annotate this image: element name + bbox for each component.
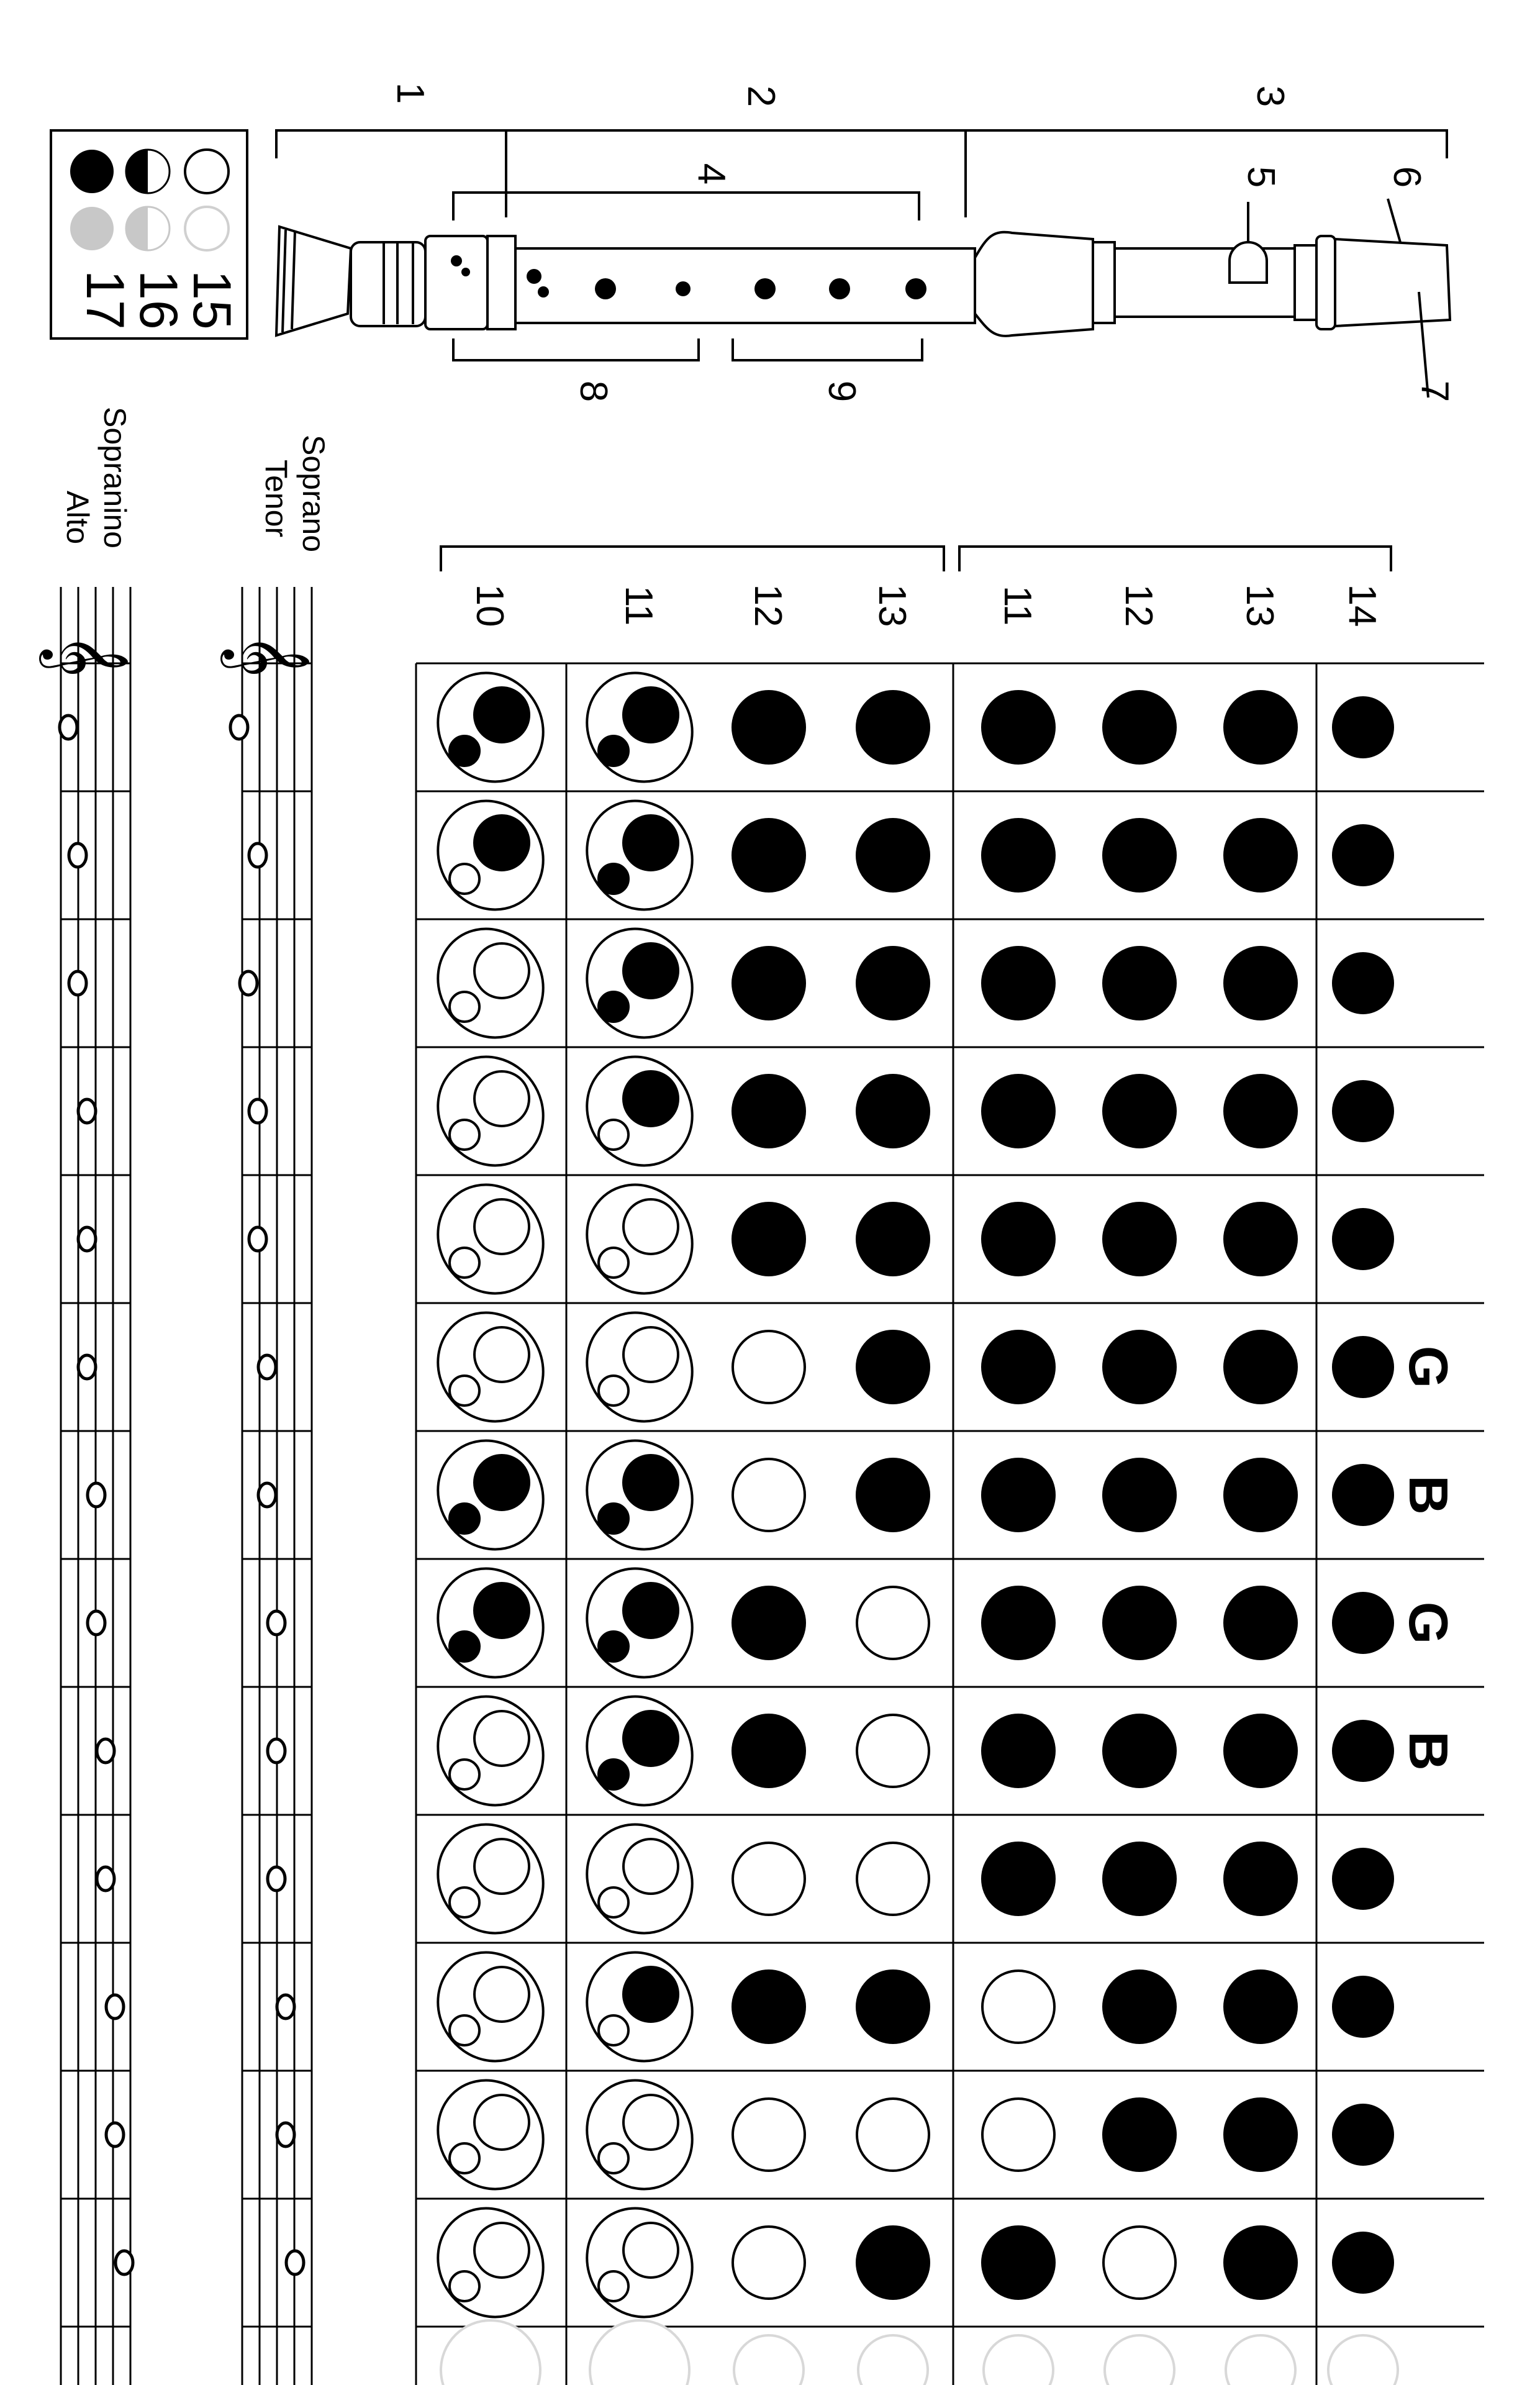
fingering-hole — [733, 2227, 805, 2299]
note-head-upper — [249, 843, 266, 867]
thumb-hole-lower — [599, 1504, 628, 1533]
faded-hole — [1226, 2335, 1295, 2385]
note-head-upper — [268, 1739, 285, 1763]
thumb-hole-upper — [623, 1967, 678, 2022]
fingering-hole — [733, 1075, 805, 1147]
part-label-6: 6 — [1385, 166, 1428, 188]
thumb-hole-upper — [474, 815, 529, 870]
note-head-lower — [88, 1483, 105, 1507]
fingering-hole — [1103, 1971, 1175, 2043]
note-head-upper — [230, 716, 248, 739]
fingering-thumb — [417, 780, 564, 930]
legend-grey-half — [126, 207, 170, 250]
recorder-hole — [451, 255, 462, 266]
recorder-hole — [829, 278, 850, 299]
thumb-hole-upper — [474, 1199, 529, 1254]
fingering-hole — [1333, 1593, 1393, 1653]
thumb-hole-upper — [623, 1583, 678, 1638]
legend-grey-open — [185, 207, 229, 250]
faded-hole — [590, 2320, 689, 2385]
fingering-hole — [1103, 1715, 1175, 1787]
part-label-2: 2 — [740, 85, 782, 107]
thumb-hole-upper — [623, 1711, 678, 1766]
fingering-thumb — [417, 652, 564, 802]
faded-hole — [1105, 2335, 1174, 2385]
thumb-hole-upper — [623, 1071, 678, 1126]
thumb-hole-lower — [450, 1760, 479, 1789]
note-letter-label: G — [1398, 1601, 1459, 1645]
thumb-hole-lower — [450, 992, 479, 1022]
instrument-alto: Alto — [60, 491, 95, 545]
fingering-hole — [857, 1203, 929, 1275]
fingering-hole — [1333, 1849, 1393, 1909]
instrument-tenor: Tenor — [259, 460, 294, 538]
fingering-hole-1 — [566, 1292, 713, 1442]
fingering-hole — [982, 1331, 1054, 1403]
legend-black-full — [70, 150, 114, 193]
instrument-soprano: Soprano — [296, 435, 331, 553]
fingering-hole — [1103, 1459, 1175, 1531]
recorder-hole — [538, 286, 549, 298]
note-head-lower — [78, 1227, 96, 1251]
fingering-hole — [733, 819, 805, 891]
fingering-thumb — [417, 1932, 564, 2082]
note-head-lower — [69, 971, 86, 995]
column-header-12: 12 — [1117, 584, 1160, 627]
fingering-hole — [1225, 1075, 1297, 1147]
fingering-thumb — [417, 1164, 564, 1314]
thumb-hole-upper — [623, 2223, 678, 2278]
fingering-hole-1 — [566, 1676, 713, 1826]
thumb-hole-upper — [623, 1199, 678, 1254]
note-head-upper — [268, 1611, 285, 1635]
fingering-hole — [857, 1331, 929, 1403]
fingering-hole — [1225, 2099, 1297, 2171]
thumb-hole-lower — [599, 2015, 628, 2045]
fingering-hole — [982, 2099, 1054, 2171]
column-header-10: 10 — [468, 584, 511, 627]
fingering-thumb — [417, 1548, 564, 1698]
fingering-hole — [733, 1459, 805, 1531]
fingering-thumb — [417, 908, 564, 1058]
fingering-hole — [857, 1843, 929, 1915]
fingering-hole — [982, 947, 1054, 1019]
fingering-hole-1 — [566, 652, 713, 802]
fingering-hole — [982, 1715, 1054, 1787]
note-head-lower — [88, 1611, 105, 1635]
thumb-hole-upper — [623, 1839, 678, 1894]
legend-label-17: 17 — [75, 270, 135, 330]
recorder-hole — [595, 278, 616, 299]
part-label-4: 4 — [690, 163, 733, 185]
legend-black-open — [185, 150, 229, 193]
fingering-hole — [733, 1843, 805, 1915]
fingering-hole — [1333, 2105, 1393, 2165]
treble-clef-lower: 𝄞 — [43, 634, 129, 678]
fingering-hole — [982, 691, 1054, 763]
thumb-hole-lower — [450, 1120, 479, 1150]
thumb-hole-lower — [599, 2143, 628, 2173]
fingering-hole — [733, 1331, 805, 1403]
fingering-thumb — [417, 2187, 564, 2338]
faded-hole — [984, 2335, 1053, 2385]
fingering-hole-1 — [566, 2060, 713, 2210]
fingering-hole — [1225, 1715, 1297, 1787]
fingering-hole — [982, 1203, 1054, 1275]
fingering-hole — [982, 819, 1054, 891]
fingering-hole — [1103, 1587, 1175, 1659]
fingering-hole — [857, 1459, 929, 1531]
thumb-hole-lower — [599, 1632, 628, 1661]
thumb-hole-upper — [623, 815, 678, 870]
fingering-hole — [1225, 2227, 1297, 2299]
note-head-lower — [69, 843, 86, 867]
fingering-hole-1 — [566, 1420, 713, 1570]
fingering-hole — [1333, 697, 1393, 757]
part-label-1: 1 — [389, 82, 432, 104]
thumb-hole-upper — [623, 1455, 678, 1510]
fingering-hole — [982, 1587, 1054, 1659]
recorder-hole — [905, 278, 926, 299]
column-header-11: 11 — [617, 585, 660, 626]
note-head-upper — [268, 1867, 285, 1891]
fingering-hole — [1103, 691, 1175, 763]
fingering-hole — [982, 1459, 1054, 1531]
fingering-thumb — [417, 2060, 564, 2210]
thumb-hole-lower — [450, 1504, 479, 1533]
thumb-hole-lower — [599, 1376, 628, 1406]
legend-grey-full — [70, 207, 114, 250]
thumb-hole-lower — [599, 864, 628, 894]
fingering-hole-1 — [566, 2187, 713, 2338]
legend-label-16: 16 — [129, 270, 188, 330]
fingering-hole — [1225, 819, 1297, 891]
thumb-hole-upper — [474, 943, 529, 998]
fingering-hole — [857, 1715, 929, 1787]
note-head-lower — [78, 1355, 96, 1379]
faded-hole — [1328, 2335, 1398, 2385]
fingering-hole — [1103, 819, 1175, 891]
column-headers — [468, 584, 1384, 627]
recorder-diagram — [276, 227, 1450, 336]
fingering-hole — [857, 1971, 929, 2043]
fingering-hole — [733, 1587, 805, 1659]
thumb-hole-lower — [599, 1888, 628, 1917]
thumb-hole-upper — [474, 1455, 529, 1510]
note-head-lower — [106, 2123, 124, 2146]
fingering-hole — [733, 947, 805, 1019]
thumb-hole-upper — [623, 688, 678, 742]
fingering-hole — [1225, 1203, 1297, 1275]
column-header-13: 13 — [871, 584, 913, 627]
legend-black-half — [126, 150, 170, 193]
treble-clef-upper: 𝄞 — [224, 634, 310, 678]
fingering-hole — [982, 2227, 1054, 2299]
thumb-hole-lower — [450, 1248, 479, 1278]
fingering-hole — [1225, 947, 1297, 1019]
column-brackets — [441, 547, 1391, 571]
fingering-hole — [1333, 1337, 1393, 1397]
part-label-8: 8 — [572, 380, 615, 402]
fingering-thumb — [417, 1676, 564, 1826]
thumb-hole-upper — [474, 2095, 529, 2150]
fingering-hole — [1333, 1977, 1393, 2037]
thumb-hole-upper — [474, 1839, 529, 1894]
fingering-hole — [857, 2099, 929, 2171]
fingering-hole — [1225, 691, 1297, 763]
part-label-5: 5 — [1239, 166, 1282, 188]
fingering-thumb — [417, 1292, 564, 1442]
fingering-hole — [1225, 1843, 1297, 1915]
fingering-hole-1 — [566, 908, 713, 1058]
thumb-hole-lower — [599, 1248, 628, 1278]
part-label-7: 7 — [1413, 380, 1456, 402]
fingering-hole — [857, 691, 929, 763]
fingering-hole — [1333, 2233, 1393, 2292]
column-header-12: 12 — [746, 584, 789, 627]
fingering-grid — [417, 652, 1459, 2385]
thumb-hole-upper — [474, 2223, 529, 2278]
thumb-hole-lower — [450, 2015, 479, 2045]
column-header-11: 11 — [996, 585, 1039, 626]
fingering-hole — [1333, 1209, 1393, 1269]
thumb-hole-lower — [450, 1632, 479, 1661]
note-head-upper — [286, 2251, 304, 2274]
recorder-hole — [527, 269, 541, 284]
fingering-hole — [1103, 2099, 1175, 2171]
fingering-hole-1 — [566, 780, 713, 930]
fingering-hole — [857, 947, 929, 1019]
thumb-hole-upper — [474, 1327, 529, 1382]
note-head-lower — [97, 1867, 114, 1891]
faded-hole — [734, 2335, 804, 2385]
note-head-upper — [240, 971, 257, 995]
thumb-hole-upper — [474, 1967, 529, 2022]
fingering-hole — [1103, 1203, 1175, 1275]
fingering-hole-1 — [566, 1164, 713, 1314]
fingering-hole-1 — [566, 1932, 713, 2082]
thumb-hole-lower — [599, 1760, 628, 1789]
note-letter-label: B — [1398, 1731, 1459, 1771]
note-head-upper — [277, 2123, 294, 2146]
faded-hole — [858, 2335, 928, 2385]
faded-hole — [441, 2320, 540, 2385]
fingering-hole — [733, 2099, 805, 2171]
thumb-hole-upper — [474, 1711, 529, 1766]
instrument-sopranino: Sopranino — [97, 407, 132, 548]
thumb-hole-lower — [450, 864, 479, 894]
part-label-9: 9 — [820, 380, 863, 402]
fingering-hole — [982, 1971, 1054, 2043]
thumb-hole-lower — [599, 736, 628, 766]
column-header-13: 13 — [1238, 584, 1281, 627]
fingering-thumb — [417, 1420, 564, 1570]
fingering-hole-1 — [566, 1548, 713, 1698]
thumb-hole-lower — [599, 2271, 628, 2301]
fingering-hole — [733, 1715, 805, 1787]
fingering-hole — [1333, 1721, 1393, 1781]
instrument-labels — [60, 407, 331, 552]
fingering-hole — [1103, 1075, 1175, 1147]
fingering-hole — [857, 1587, 929, 1659]
thumb-hole-upper — [623, 1327, 678, 1382]
thumb-hole-upper — [474, 688, 529, 742]
thumb-hole-lower — [450, 2271, 479, 2301]
thumb-hole-lower — [450, 1376, 479, 1406]
fingering-hole — [1333, 1081, 1393, 1141]
fingering-hole — [733, 1203, 805, 1275]
thumb-hole-upper — [623, 2095, 678, 2150]
note-head-lower — [116, 2251, 133, 2274]
note-letter-label: G — [1398, 1345, 1459, 1389]
note-head-upper — [249, 1099, 266, 1123]
fingering-hole — [1103, 1331, 1175, 1403]
thumb-hole-lower — [450, 1888, 479, 1917]
note-letter-label: B — [1398, 1475, 1459, 1515]
thumb-hole-lower — [599, 992, 628, 1022]
fingering-hole — [733, 691, 805, 763]
fingering-hole — [1103, 1843, 1175, 1915]
fingering-hole — [1225, 1459, 1297, 1531]
fingering-hole — [733, 1971, 805, 2043]
legend-label-15: 15 — [182, 270, 242, 330]
fingering-hole — [1225, 1587, 1297, 1659]
note-head-lower — [106, 1995, 124, 2019]
recorder-hole — [676, 281, 691, 296]
column-header-14: 14 — [1341, 584, 1384, 627]
thumb-hole-upper — [623, 943, 678, 998]
note-head-upper — [258, 1483, 276, 1507]
note-head-lower — [97, 1739, 114, 1763]
note-head-lower — [78, 1099, 96, 1123]
fingering-hole — [1225, 1971, 1297, 2043]
fingering-hole — [857, 819, 929, 891]
fingering-hole — [857, 2227, 929, 2299]
fingering-hole — [1333, 825, 1393, 885]
fingering-hole — [857, 1075, 929, 1147]
fingering-hole — [982, 1843, 1054, 1915]
fingering-hole — [1333, 1465, 1393, 1525]
note-head-upper — [258, 1355, 276, 1379]
note-head-lower — [60, 716, 77, 739]
thumb-hole-upper — [474, 1071, 529, 1126]
note-head-upper — [249, 1227, 266, 1251]
fingering-hole — [1333, 953, 1393, 1013]
legend — [51, 130, 247, 338]
fingering-hole — [1103, 2227, 1175, 2299]
fingering-hole-1 — [566, 1804, 713, 1954]
thumb-hole-upper — [474, 1583, 529, 1638]
thumb-hole-lower — [450, 2143, 479, 2173]
fingering-thumb — [417, 1036, 564, 1186]
fingering-hole — [1225, 1331, 1297, 1403]
fingering-hole-1 — [566, 1036, 713, 1186]
thumb-hole-lower — [599, 1120, 628, 1150]
fingering-hole — [982, 1075, 1054, 1147]
thumb-hole-lower — [450, 736, 479, 766]
fingering-thumb — [417, 1804, 564, 1954]
note-head-upper — [277, 1995, 294, 2019]
part-label-3: 3 — [1249, 85, 1292, 107]
recorder-hole — [461, 268, 470, 276]
recorder-hole — [754, 278, 776, 299]
fingering-hole — [1103, 947, 1175, 1019]
